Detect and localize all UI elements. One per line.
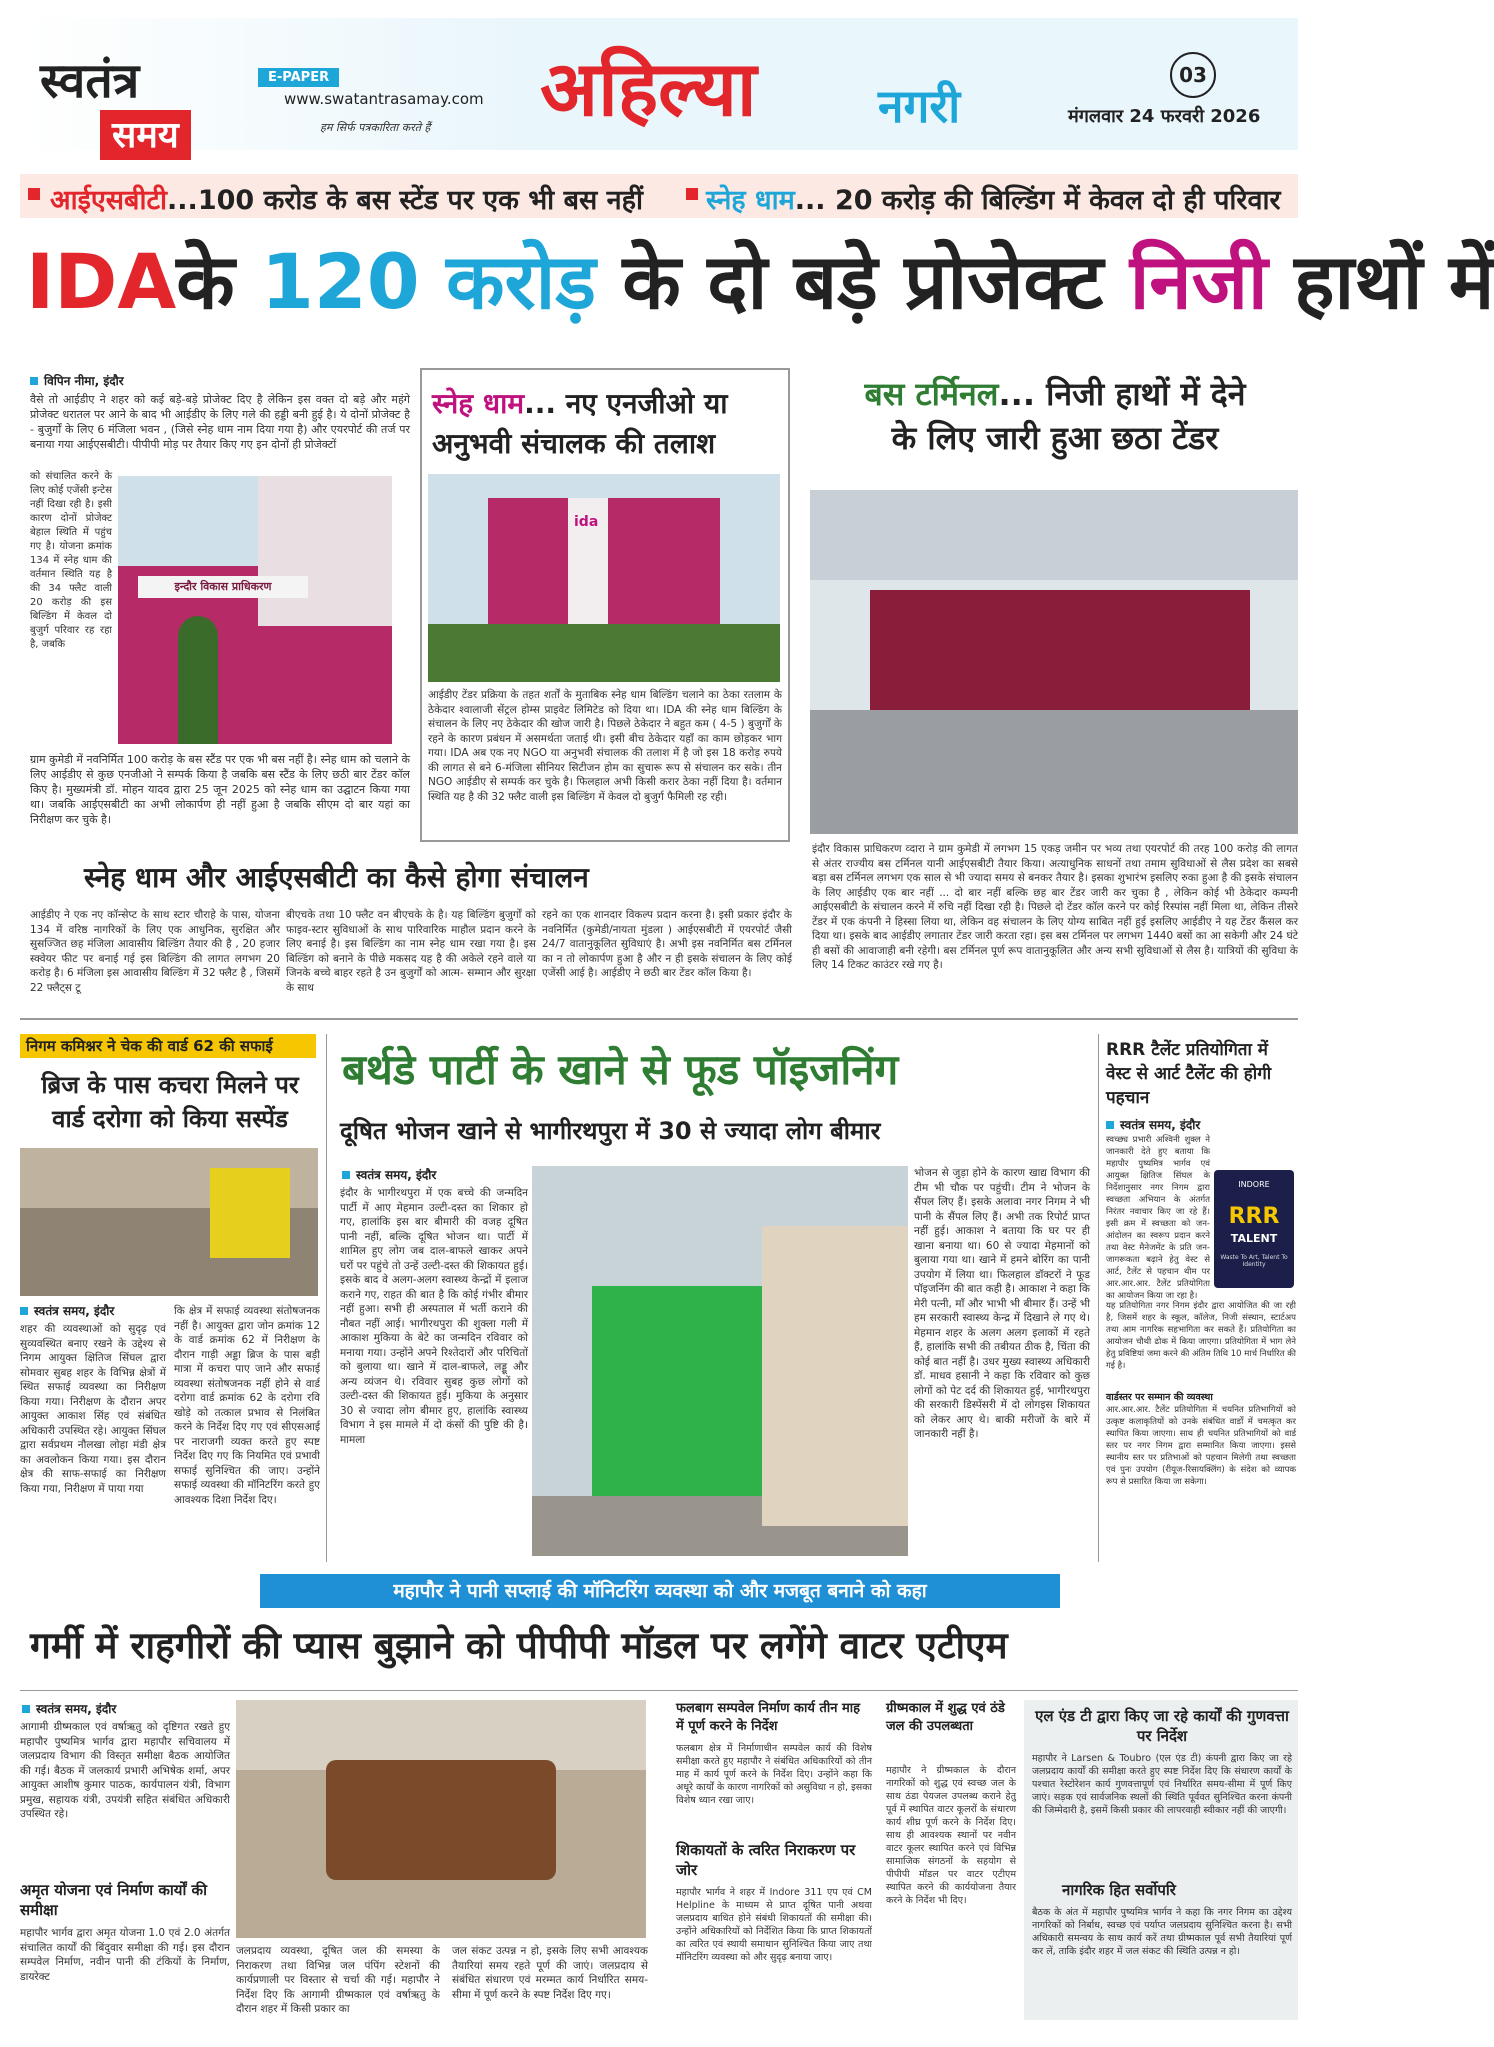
page-title: अहिल्या <box>540 44 757 133</box>
brand-logo <box>40 53 191 160</box>
story6-headline-part: बर्थडे पार्टी <box>342 1045 497 1094</box>
story7-subhead: वार्डस्तर पर सम्मान की व्यवस्था <box>1106 1392 1213 1403</box>
bus-terminal-photo <box>810 490 1298 834</box>
story4-col1: आईडीए ने एक नए कॉन्सेप्ट के साथ स्टार चौराहे के पास, योजना 134 में वरिष्ठ नागरिकों के लिए एक आधुनिक, सुरक्षित और सुसज्जित छह मंजिला आवासीय बिल्डिंग तैयार की है , 20 हजार स्क्वेयर फीट पर बनाई गई इस बिल्डिंग की लागत लगभग 20 करोड़ है। 6 मंजिला इस आवासीय बिल्डिंग में 32 फ्लैट है , जिसमें 22 फ्लैट्स टू <box>30 909 280 994</box>
headline-part: 120 करोड़ <box>261 237 596 326</box>
brand-top: स्वतंत्र <box>40 53 140 109</box>
ida-office-photo <box>118 476 392 744</box>
story7-body2: यह प्रतियोगिता नगर निगम इंदौर द्वारा आयोजित की जा रही है, जिसमें शहर के स्कूल, कॉलेज, निजी संस्थान, स्टार्टअप तथा आम नागरिक सहभागिता कर सकते हैं। प्रतियोगिता का आयोजन चौथी ढोक में किया जाएगा। प्रतियोगिता में भाग लेने हेतु प्रविष्टियां जमा करने की अंतिम तिथि 10 मार्च निर्धारित की गई है। <box>1106 1301 1296 1371</box>
story3-kicker: बस टर्मिनल <box>864 375 999 413</box>
page-subtitle: नगरी <box>878 79 961 133</box>
sneh-dham-photo <box>428 474 780 682</box>
headline-part: हाथों में <box>1267 237 1494 326</box>
story5-tag: निगम कमिश्नर ने चेक की वार्ड 62 की सफाई <box>20 1034 316 1058</box>
story4-headline: स्नेह धाम और आईएसबीटी का कैसे होगा संचालन <box>84 861 589 894</box>
brand-bottom: समय <box>100 110 191 160</box>
story8-col1b: महापौर भार्गव द्वारा अमृत योजना 1.0 एवं 2.0 अंतर्गत संचालित कार्यों की बिंदुवार समीक्षा की गई। इस दौरान सम्पवेल निर्माण, नवीन पानी की टंकियों के निर्माण, डायरेक्ट <box>20 1927 230 1983</box>
byline: स्वतंत्र समय, इंदौर <box>22 1700 116 1717</box>
section-divider <box>20 1690 1298 1691</box>
story8-sub3: शिकायतों के त्वरित निराकरण पर जोर <box>676 1841 856 1879</box>
poster-title: RRR <box>1228 1204 1280 1229</box>
story8-col1: आगामी ग्रीष्मकाल एवं वर्षाऋतु को दृष्टिगत रखते हुए महापौर पुष्यमित्र भार्गव द्वारा महापौर सचिवालय में जलप्रदाय विभाग की विस्तृत समीक्षा बैठक आयोजित की गई। बैठक में जलकार्य प्रभारी अभिषेक शर्मा, अपर आयुक्त आशीष कुमार पाठक, कार्यपालन यंत्री, विभाग प्रमुख, सहायक यंत्री, उपयंत्री सहित संबंधित अधिकारी उपस्थित रहे। <box>20 1721 230 1820</box>
story8-banner: महापौर ने पानी सप्लाई की मॉनिटरिंग व्यवस्था को और मजबूत बनाने को कहा <box>260 1574 1060 1608</box>
story2-headline <box>432 384 782 464</box>
story4-col3: रहने का एक शानदार विकल्प प्रदान करना है। इसी प्रकार इंदौर के नवनिर्मित (कुमेडी/नायता मुंडला ) आईएसबीटी में एयरपोर्ट जैसी 24/7 वातानुकूलित सुविधाएं है। अभी इस नवनिर्मित बस टर्मिनल का न तो लोकार्पण हुआ है और न ही इसके संचालन के लिए कोई एजेंसी आई है। आईडीए ने छठी बार टेंडर कॉल किया है। <box>542 909 792 979</box>
byline: विपिन नीमा, इंदौर <box>30 372 124 389</box>
headline-part: के दो बड़े प्रोजेक्ट <box>595 237 1130 326</box>
rrr-poster <box>1214 1170 1294 1288</box>
headline-part: के <box>176 237 262 326</box>
column-rule <box>1098 1034 1099 1562</box>
story6-headline <box>342 1040 898 1097</box>
ticker-item-1 <box>50 180 643 217</box>
story7-body3: आर.आर.आर. टैलेंट प्रतियोगिता में चयनित प्रतिभागियों को उत्कृष्ट कलाकृतियों को उनके संबंधित वार्डों में चमत्कृत कर स्थापित किया जाएगा। साथ ही चयनित प्रतिभागियों को वार्ड स्तर पर नगर निगम द्वारा सम्मानित किया जाएगा। इससे स्थानीय स्तर पर प्रतिभाओं को पहचान मिलेगी तथा स्वच्छता एवं पुनः उपयोग (रीयूज-रिसायक्लिंग) के संदेश को व्यापक रूप से प्रसारित किया जा सकेगा। <box>1106 1405 1296 1487</box>
ticker-item-2 <box>706 180 1281 217</box>
headline-part: IDA <box>26 237 177 326</box>
poster-top: INDORE <box>1238 1180 1270 1189</box>
story3-headline <box>812 372 1298 460</box>
byline: स्वतंत्र समय, इंदौर <box>342 1166 436 1183</box>
story3-body: इंदौर विकास प्राधिकरण व्दारा ने ग्राम कुमेडी में लगभग 15 एकड़ जमीन पर भव्य तथा एयरपोर्ट की तरह 100 करोड़ की लागत से अंतर राज्यीय बस टर्मिनल यानी आईएसबीटी तैयार किया। अत्याधुनिक साधनों तथा तमाम सुविधाओं से लैस प्रदेश का सबसे बड़ा बस टर्मिनल लगभग एक साल से भी ज्यादा समय से बनकर तैयार है। इसका शुभारंभ इसलिए रुका हुआ है की इसके संचालन के लिए आईडीए एक बार नहीं ... दो बार नहीं बल्कि छह बार टेंडर जारी कर चुका है , लेकिन कोई भी ठेकेदार कम्पनी आईएसबीटी के संचालन करने में रुचि नहीं दिखा रही है। पिछले दो टेंडर कॉल करने पर कोई रिस्पांस नहीं मिला था, लेकिन तीसरे टेंडर में एक कंपनी ने हिस्सा लिया था, लेकिन वह संचालन के लिए योग्य साबित नहीं हुई इसलिए आईडीए ने यह टेंडर कैंसल कर दिया था। इसके बाद आईडीए लगातार टेंडर जारी करता रहा। इस बस टर्मिनल पर लगभग 1440 बसों का आ सकेगी और 24 घंटे ही बसों की आवाजाही बनी रहेगी। बस टर्मिनल पूर्ण रूप वातानुकूलित और अन्य सभी सुविधाओं से लैस है। यात्रियों की सुविधा के लिए 14 टिकट काउंटर रखे गए है। <box>812 843 1298 971</box>
ida-sign: ida <box>574 514 599 530</box>
issue-date: मंगलवार 24 फरवरी 2026 <box>1068 106 1261 127</box>
story1-body: ग्राम कुमेडी में नवनिर्मित 100 करोड़ के बस स्टैंड पर एक भी बस नहीं है। स्नेह धाम को चलाने के लिए आईडीए से कुछ एनजीओ ने सम्पर्क किया है जबकि बस स्टैंड के लिए छठी बार टेंडर कॉल किए है। मुख्यमंत्री डॉ. मोहन यादव द्वारा 25 जून 2025 को स्नेह धाम का उद्घाटन किया गया था। जबकि आईएसबीटी का अभी लोकार्पण ही नहीं हुआ है जबकि सीएम दो बार यहां का निरीक्षण कर चुके है। <box>30 753 410 826</box>
office-sign: इन्दौर विकास प्राधिकरण <box>138 576 308 598</box>
story5-col2: कि क्षेत्र में सफाई व्यवस्था संतोषजनक नहीं है। आयुक्त द्वारा जोन क्रमांक 12 के वार्ड क्रमांक 62 में निरीक्षण के दौरान गाड़ी अड्डा ब्रिज के पास बड़ी मात्रा में कचरा पाए जाने और सफाई व्यवस्था संतोषजनक नहीं होने से वार्ड दरोगा वार्ड क्रमांक 62 के दरोगा रवि खोड़े को तत्काल प्रभाव से निलंबित करने के निर्देश दिए गए एवं सीएसआई पर नाराजगी व्यक्त करते हुए स्पष्ट निर्देश दिए गए कि नियमित एवं प्रभावी सफाई सुनिश्चित की जाए। उन्होंने सफाई व्यवस्था की मॉनिटरिंग करते हुए आवश्यक दिशा निर्देश दिए। <box>174 1305 320 1506</box>
story8-sub5: एल एंड टी द्वारा किए जा रहे कार्यों की गुणवत्ता पर निर्देश <box>1035 1707 1289 1745</box>
story3-title-2: के लिए जारी हुआ छठा टेंडर <box>891 419 1219 457</box>
story2-body: आईडीए टेंडर प्रक्रिया के तहत शर्तों के मुताबिक स्नेह धाम बिल्डिंग चलाने का ठेका रतलाम के ठेकेदार श्वालाजी सेंट्रल होम्स प्राइवेट लिमिटेड को दिया था। IDA की स्नेह धाम बिल्डिंग के संचालन के लिए नए ठेकेदार की खोज जारी है। पिछले ठेकेदार ने बहुत कम ( 4-5 ) बुजुर्गों के रहने के कारण प्रबंधन में असमर्थता जताई थी। इसी बीच ठेकेदार यहाँ का काम छोड़कर भाग गया। IDA अब एक नए NGO या अनुभवी संचालक की तलाश में है जो इस 18 करोड़ रुपये की लागत से बने 6-मंजिला सीनियर सिटीजन होम का सुचारू रूप से संचालन कर सके। तीन NGO आईडीए से सम्पर्क कर चुके है। फिलहाल अभी किसी करार ठेका नहीं दिया है। वर्तमान स्थिति यह है की 32 फ्लैट वाली इस बिल्डिंग में केवल दो बुजुर्ग फैमिली रह रही। <box>428 689 782 803</box>
story6-col1: इंदौर के भागीरथपुरा में एक बच्चे की जन्मदिन पार्टी में आए मेहमान उल्टी-दस्त का शिकार हो गए, हालांकि इस बार बीमारी की वजह दूषित पानी नहीं, बल्कि दूषित भोजन था। पार्टी में शामिल हुए लोग जब दाल-बाफले खाकर अपने घरों पर पहुंचे तो उन्हें उल्टी-दस्त की शिकायत हुई। इसके बाद वे अलग-अलग स्वास्थ्य केन्द्रों में इलाज कराने गए, राहत की बात है कि कोई गंभीर बीमार नहीं हुआ। सभी ही अस्पताल में भर्ती कराने की नौबत नहीं आई। भागीरथपुरा की शुक्ला गली में आकाश मुकिया के बेटे का जन्मदिन रविवार को मनाया गया। उन्होंने अपने रिश्तेदारों और परिचितों को बुलाया था। खाने में दाल-बाफले, लड्डू और अन्य व्यंजन थे। रविवार सुबह कुछ लोगों को उल्टी-दस्त की शिकायत हुई। मुकिया के अनुसार 30 से ज्यादा लोग बीमार हुए, हालांकि स्वास्थ्य विभाग ने इस मामले में दो कंसों की पुष्टि की है। मामला <box>340 1187 528 1446</box>
story8-col4b: महापौर भार्गव ने शहर में Indore 311 एप एवं CM Helpline के माध्यम से प्राप्त दूषित पानी अथवा जलप्रदाय बाधित होने संबंधी शिकायतों की समीक्षा की। उन्होंने अधिकारियों को निर्देशित किया कि प्राप्त शिकायतों का त्वरित एवं स्थायी समाधान सुनिश्चित किया जाए तथा मॉनिटरिंग व्यवस्था को और सुदृढ़ बनाया जाए। <box>676 1887 872 1963</box>
ticker-label-2: स्नेह धाम <box>706 185 795 216</box>
main-headline <box>26 236 1494 328</box>
story6-headline-part: फूड पॉइजनिंग <box>684 1045 899 1094</box>
story1-sidecol: को संचालित करने के लिए कोई एजेंसी इन्टेस नहीं दिखा रही है। इसी कारण दोनों प्रोजेक्ट बेहाल स्थिति में पहुंच गए है। योजना क्रमांक 134 में स्नेह धाम की वर्तमान स्थिति यह है की 34 फ्लैट वाली 20 करोड़ की इस बिल्डिंग में केवल दो बुजुर्ग परिवार रह रहा है, जबकि <box>30 471 112 650</box>
story8-col6b: बैठक के अंत में महापौर पुष्यमित्र भार्गव ने कहा कि नगर निगम का उद्देश्य नागरिकों को निर्बाध, स्वच्छ एवं पर्याप्त जलप्रदाय सुनिश्चित करना है। सभी अधिकारी समन्वय के साथ कार्य करें तथा ग्रीष्मकाल पूर्व सभी तैयारियां पूर्ण कर लें, ताकि इंदौर शहर में जल संकट की स्थिति उत्पन्न न हो। <box>1032 1907 1292 1957</box>
poster-sub: TALENT <box>1230 1232 1278 1245</box>
story8-sub6: नागरिक हित सर्वोपरि <box>1062 1881 1176 1899</box>
story7-headline: RRR टैलेंट प्रतियोगिता में वेस्ट से आर्ट टैलेंट की होगी पहचान <box>1106 1040 1272 1108</box>
section-divider <box>20 1018 1298 1020</box>
column-rule <box>326 1034 327 1562</box>
story8-sub1: अमृत योजना एवं निर्माण कार्यों की समीक्षा <box>20 1881 207 1919</box>
story4-col2: बीएचके तथा 10 फ्लैट वन बीएचके के है। यह बिल्डिंग बुजुर्गों को फाइव-स्टार सुविधाओं के साथ पारिवारिक माहौल प्रदान करने के लिए बनाई है। इस बिल्डिंग का नाम स्नेह धाम रखा गया है। इस बिल्डिंग को बनाने के पीछे मकसद यह है की अकेले रहने वाले या जिनके बच्चे बाहर रहते है उन बुजुर्गों को आत्म- सम्मान और सुरक्षा के साथ <box>286 909 536 994</box>
bullet-icon <box>686 188 698 200</box>
story6-headline-part: के खाने से <box>496 1045 685 1094</box>
epaper-badge: E-PAPER <box>258 68 339 87</box>
bhagirathpura-photo <box>532 1166 908 1556</box>
story3-title-1: ... निजी हाथों में देने <box>998 375 1246 413</box>
website: www.swatantrasamay.com <box>284 90 484 108</box>
story6-col2: भोजन से जुड़ा होने के कारण खाद्य विभाग की टीम भी चौक पर पहुंची। टीम ने भोजन के सैंपल लिए हैं। इसके अलावा नगर निगम ने भी पानी के सैंपल लिए हैं। अभी तक रिपोर्ट प्राप्त नहीं हुई। आकाश ने बताया कि घर पर ही खाना बनाया था। 60 से ज्यादा मेहमानों को बुलाया गया था। खाने में हमने बोरिंग का पानी उपयोग में लिया था। फिलहाल डॉक्टरों ने फूड पॉइजनिंग की बात कही है। आकाश ने कहा कि मेरी पत्नी, माँ और भाभी भी बीमार हैं। उन्हें भी हम सरकारी स्वास्थ्य केन्द्र में दिखाने ले गए थे। मेहमान शहर के अलग अलग इलाकों में रहते हैं, हालांकि सभी की तबीयत ठीक है, चिंता की कोई बात नहीं है। उधर मुख्य स्वास्थ्य अधिकारी डॉ. माधव हसानी ने कहा कि रविवार को कुछ लोगों को पेट दर्द की शिकायत हुई, भागीरथपुरा की सरकारी डिस्पेंसरी में दो लोगइस शिकायत को लेकर आए थे। बाकी मरीजों के बारे में जानकारी नहीं है। <box>914 1167 1090 1440</box>
motto: हम सिर्फ पत्रकारिता करते हैं <box>320 121 431 134</box>
story8-col3: जल संकट उत्पन्न न हो, इसके लिए सभी आवश्यक तैयारियां समय रहते पूर्ण की जाएं। जलप्रदाय से संबंधित संधारण एवं मरम्मत कार्य निर्धारित समय-सीमा में पूर्ण करने के स्पष्ट निर्देश दिए गए। <box>452 1945 648 2001</box>
story8-sub2: फलबाग सम्पवेल निर्माण कार्य तीन माह में पूर्ण करने के निर्देश <box>676 1701 860 1734</box>
story8-col2: जलप्रदाय व्यवस्था, दूषित जल की समस्या के निराकरण तथा विभिन्न जल पंपिंग स्टेशनों की कार्यप्रणाली पर विस्तार से चर्चा की गई। महापौर ने निर्देश दिए कि आगामी ग्रीष्मकाल एवं वर्षाऋतु के दौरान शहर में किसी प्रकार का <box>236 1945 440 2015</box>
story7-body1: स्वच्छ्य प्रभारी अश्विनी शुक्ल ने जानकारी देते हुए बताया कि महापौर पुष्यमित्र भार्गव एवं आयुक्त क्षितिज सिंघल के निर्देशानुसार नगर निगम द्वारा स्वच्छता अभियान के अंतर्गत निरंतर नवाचार किए जा रहे हैं। इसी क्रम में स्वच्छता को जन-आंदोलन का स्वरूप प्रदान करने तथा वेस्ट मैनेजमेंट के प्रति जन-जागरूकता बढ़ाने हेतु वेस्ट से आर्ट, टैलेंट से पहचान थीम पर आर.आर.आर. टैलेंट प्रतियोगिता का आयोजन किया जा रहा है। <box>1106 1135 1210 1301</box>
story5-headline: ब्रिज के पास कचरा मिलने पर वार्ड दरोगा को किया सस्पेंड <box>41 1071 299 1133</box>
story8-col4: फलबाग क्षेत्र में निर्माणाधीन सम्पवेल कार्य की विशेष समीक्षा करते हुए महापौर ने संबंधित अधिकारियों को तीन माह में कार्य पूर्ण करने के निर्देश दिए। उन्होंने कहा कि अधूरे कार्यों के कारण नागरिकों को असुविधा न हो, इसका विशेष ध्यान रखा जाए। <box>676 1743 872 1806</box>
story8-sub4: ग्रीष्मकाल में शुद्ध एवं ठंडे जल की उपलब्धता <box>886 1701 1005 1734</box>
story5-col1: शहर की व्यवस्थाओं को सुदृढ़ एवं सुव्यवस्थित बनाए रखने के उद्देश्य से निगम आयुक्त क्षितिज सिंघल द्वारा सोमवार सुबह शहर के विभिन्न क्षेत्रों में स्थित सफाई व्यवस्था का निरीक्षण किया गया। निरीक्षण के दौरान अपर आयुक्त आकाश सिंह एवं संबंधित अधिकारी उपस्थित रहे। आयुक्त सिंघल द्वारा सर्वप्रथम नौलखा लोहा मंडी क्षेत्र का अवलोकन किया गया। इस दौरान क्षेत्र की साफ-सफाई का निरीक्षण किया गया, निरीक्षण में पाया गया <box>20 1323 166 1495</box>
ticker-text-2: ... 20 करोड़ की बिल्डिंग में केवल दो ही परिवार <box>794 185 1281 216</box>
inspection-photo <box>20 1148 318 1296</box>
byline: स्वतंत्र समय, इंदौर <box>1106 1116 1200 1133</box>
story6-subhead: दूषित भोजन खाने से भागीरथपुरा में 30 से ज्यादा लोग बीमार <box>340 1117 881 1145</box>
story1-intro: वैसे तो आईडीए ने शहर को कई बड़े-बड़े प्रोजेक्ट दिए है लेकिन इस वक्त दो बड़े और महंगे प्रोजेक्ट धरातल पर आने के बाद भी आईडीए के लिए गले की हड्डी बनी हुई है। ये दोनों प्रोजेक्ट है - बुजुर्गों के लिए 6 मंजिला भवन , (जिसे स्नेह धाम नाम दिया गया है) और एयरपोर्ट की तर्ज पर बनाया गया आईएसबीटी। पीपीपी मोड़ पर तैयार किए गए इन दोनों ही प्रोजेक्टों <box>30 393 410 451</box>
bullet-icon <box>28 188 40 200</box>
story8-col6: महापौर ने Larsen & Toubro (एल एंड टी) कंपनी द्वारा किए जा रहे जलप्रदाय कार्यों की समीक्षा करते हुए स्पष्ट निर्देश दिए कि संधारण कार्यों के पश्चात रेस्टोरेशन कार्य गुणवत्तापूर्ण एवं निर्धारित समय-सीमा में पूर्ण किए जाएं। सड़क एवं सार्वजनिक स्थलों की स्थिति पूर्ववत सुनिश्चित करना कंपनी की जिम्मेदारी है, इसमें किसी प्रकार की लापरवाही स्वीकार नहीं की जाएगी। <box>1032 1753 1292 1816</box>
headline-part: निजी <box>1129 237 1268 326</box>
story8-sidebox <box>1024 1700 1298 2020</box>
story2-title: ... नए एनजीओ या अनुभवी संचालक की तलाश <box>432 387 728 460</box>
page-number: 03 <box>1170 52 1216 98</box>
story2-kicker: स्नेह धाम <box>432 387 525 420</box>
story8-headline: गर्मी में राहगीरों की प्यास बुझाने को पीपीपी मॉडल पर लगेंगे वाटर एटीएम <box>30 1624 1008 1667</box>
ticker-text-1: ...100 करोड के बस स्टेंड पर एक भी बस नहीं <box>167 185 643 216</box>
poster-tag: Waste To Art, Talent To Identity <box>1220 1254 1288 1268</box>
meeting-photo <box>236 1700 646 1938</box>
story8-col5: महापौर ने ग्रीष्मकाल के दौरान नागरिकों को शुद्ध एवं स्वच्छ जल के साथ ठंडा पेयजल उपलब्ध कराने हेतु पूर्व में स्थापित वाटर कूलरों के संधारण कार्य शीघ्र पूर्ण करने के निर्देश दिए। साथ ही आवश्यक स्थानों पर नवीन वाटर कूलर स्थापित करने एवं विभिन्न सामाजिक संगठनों के सहयोग से पीपीपी मॉडल पर वाटर एटीएम स्थापित करने की कार्ययोजना तैयार करने के निर्देश भी दिए। <box>886 1765 1016 1906</box>
byline: स्वतंत्र समय, इंदौर <box>20 1302 114 1319</box>
ticker-label-1: आईएसबीटी <box>50 185 168 216</box>
ticker-bar <box>20 174 1298 218</box>
